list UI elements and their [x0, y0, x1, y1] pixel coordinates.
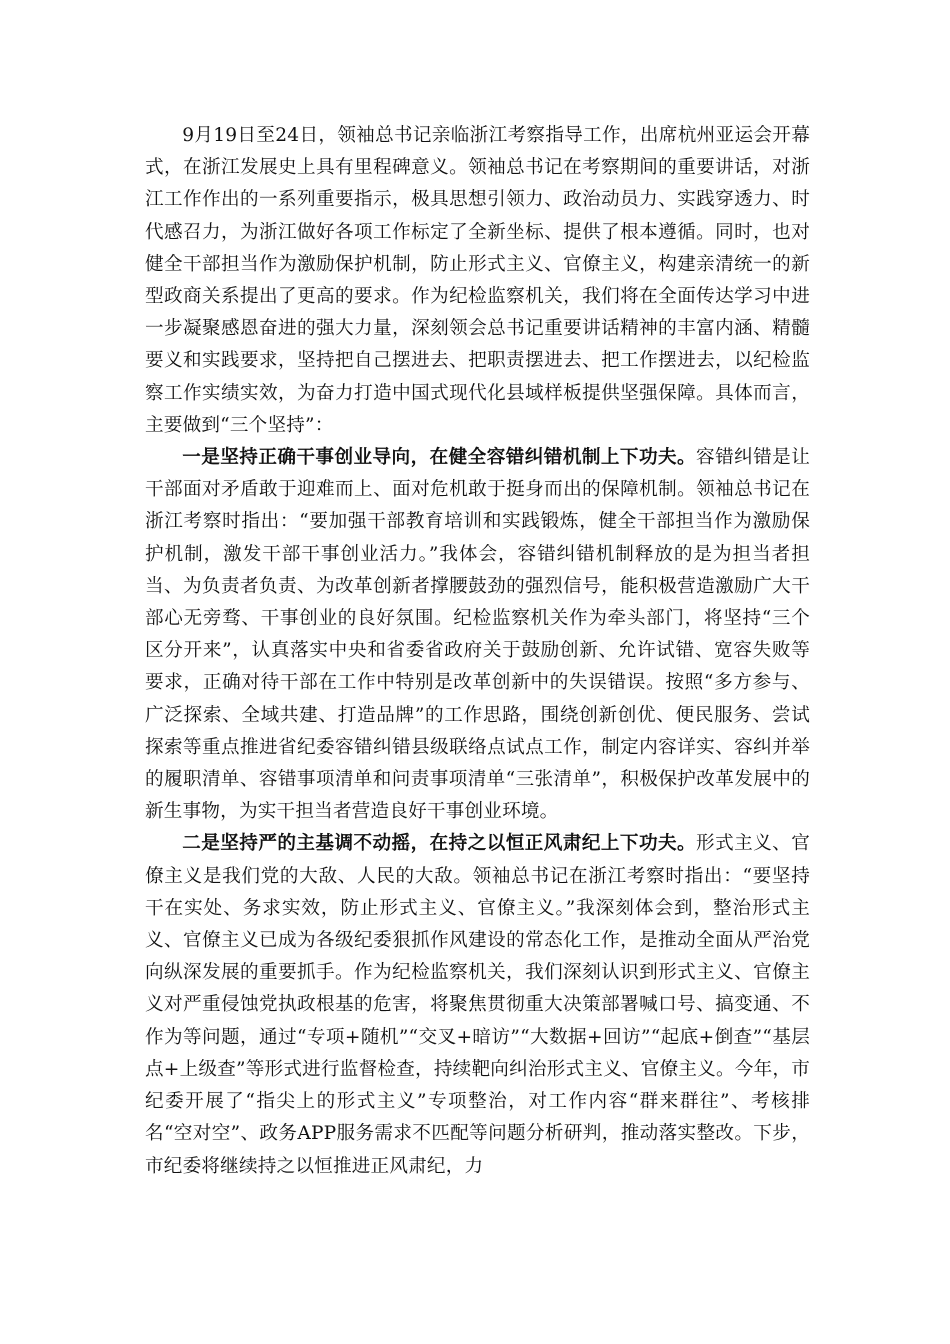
point-one-heading: 一是坚持正确干事创业导向，在健全容错纠错机制上下功夫。	[182, 447, 697, 469]
point-one-paragraph	[145, 442, 810, 828]
point-two-text: 形式主义、官僚主义是我们党的大敌、人民的大敌。领袖总书记在浙江考察时指出：“要坚持干在实处、务求实效，防止形式主义、官僚主义。”我深刻体会到，整治形式主义、官僚主义已成为各级纪委狠抓作风建设的常态化工作，是推动全面从严治党向纵深发展的重要抓手。作为纪检监察机关，我们深刻认识到形式主义、官僚主义对严重侵蚀党执政根基的危害，将聚焦贯彻重大决策部署喊口号、搞变通、不作为等问题，通过“专项+随机”“交叉+暗访”“大数据+回访”“起底+倒查”“基层点+上级查”等形式进行监督检查，持续靶向纠治形式主义、官僚主义。今年，市纪委开展了“指尖上的形式主义”专项整治，对工作内容“群来群往”、考核排名“空对空”、政务APP服务需求不匹配等问题分析研判，推动落实整改。下步，市纪委将继续持之以恒推进正风肃纪，力	[145, 833, 810, 1177]
intro-paragraph	[145, 120, 810, 442]
point-one-text: 容错纠错是让干部面对矛盾敢于迎难而上、面对危机敢于挺身而出的保障机制。领袖总书记在浙江考察时指出：“要加强干部教育培训和实践锻炼，健全干部担当作为激励保护机制，激发干部干事创业活力。”我体会，容错纠错机制释放的是为担当者担当、为负责者负责、为改革创新者撑腰鼓劲的强烈信号，能积极营造激励广大干部心无旁骛、干事创业的良好氛围。纪检监察机关作为牵头部门，将坚持“三个区分开来”，认真落实中央和省委省政府关于鼓励创新、允许试错、宽容失败等要求，正确对待干部在工作中特别是改革创新中的失误错误。按照“多方参与、广泛探索、全域共建、打造品牌”的工作思路，围绕创新创优、便民服务、尝试探索等重点推进省纪委容错纠错县级联络点试点工作，制定内容详实、容纠并举的履职清单、容错事项清单和问责事项清单“三张清单”，积极保护改革发展中的新生事物，为实干担当者营造良好干事创业环境。	[145, 447, 810, 823]
point-two-heading: 二是坚持严的主基调不动摇，在持之以恒正风肃纪上下功夫。	[182, 833, 697, 855]
point-two-paragraph	[145, 828, 810, 1182]
intro-paragraph-text: 9月19日至24日，领袖总书记亲临浙江考察指导工作，出席杭州亚运会开幕式，在浙江发展史上具有里程碑意义。领袖总书记在考察期间的重要讲话，对浙江工作作出的一系列重要指示，极具思想引领力、政治动员力、实践穿透力、时代感召力，为浙江做好各项工作标定了全新坐标、提供了根本遵循。同时，也对健全干部担当作为激励保护机制，防止形式主义、官僚主义，构建亲清统一的新型政商关系提出了更高的要求。作为纪检监察机关，我们将在全面传达学习中进一步凝聚感恩奋进的强大力量，深刻领会总书记重要讲话精神的丰富内涵、精髓要义和实践要求，坚持把自己摆进去、把职责摆进去、把工作摆进去，以纪检监察工作实绩实效，为奋力打造中国式现代化县域样板提供坚强保障。具体而言，主要做到“三个坚持”：	[145, 125, 810, 436]
document-body	[145, 120, 810, 1183]
